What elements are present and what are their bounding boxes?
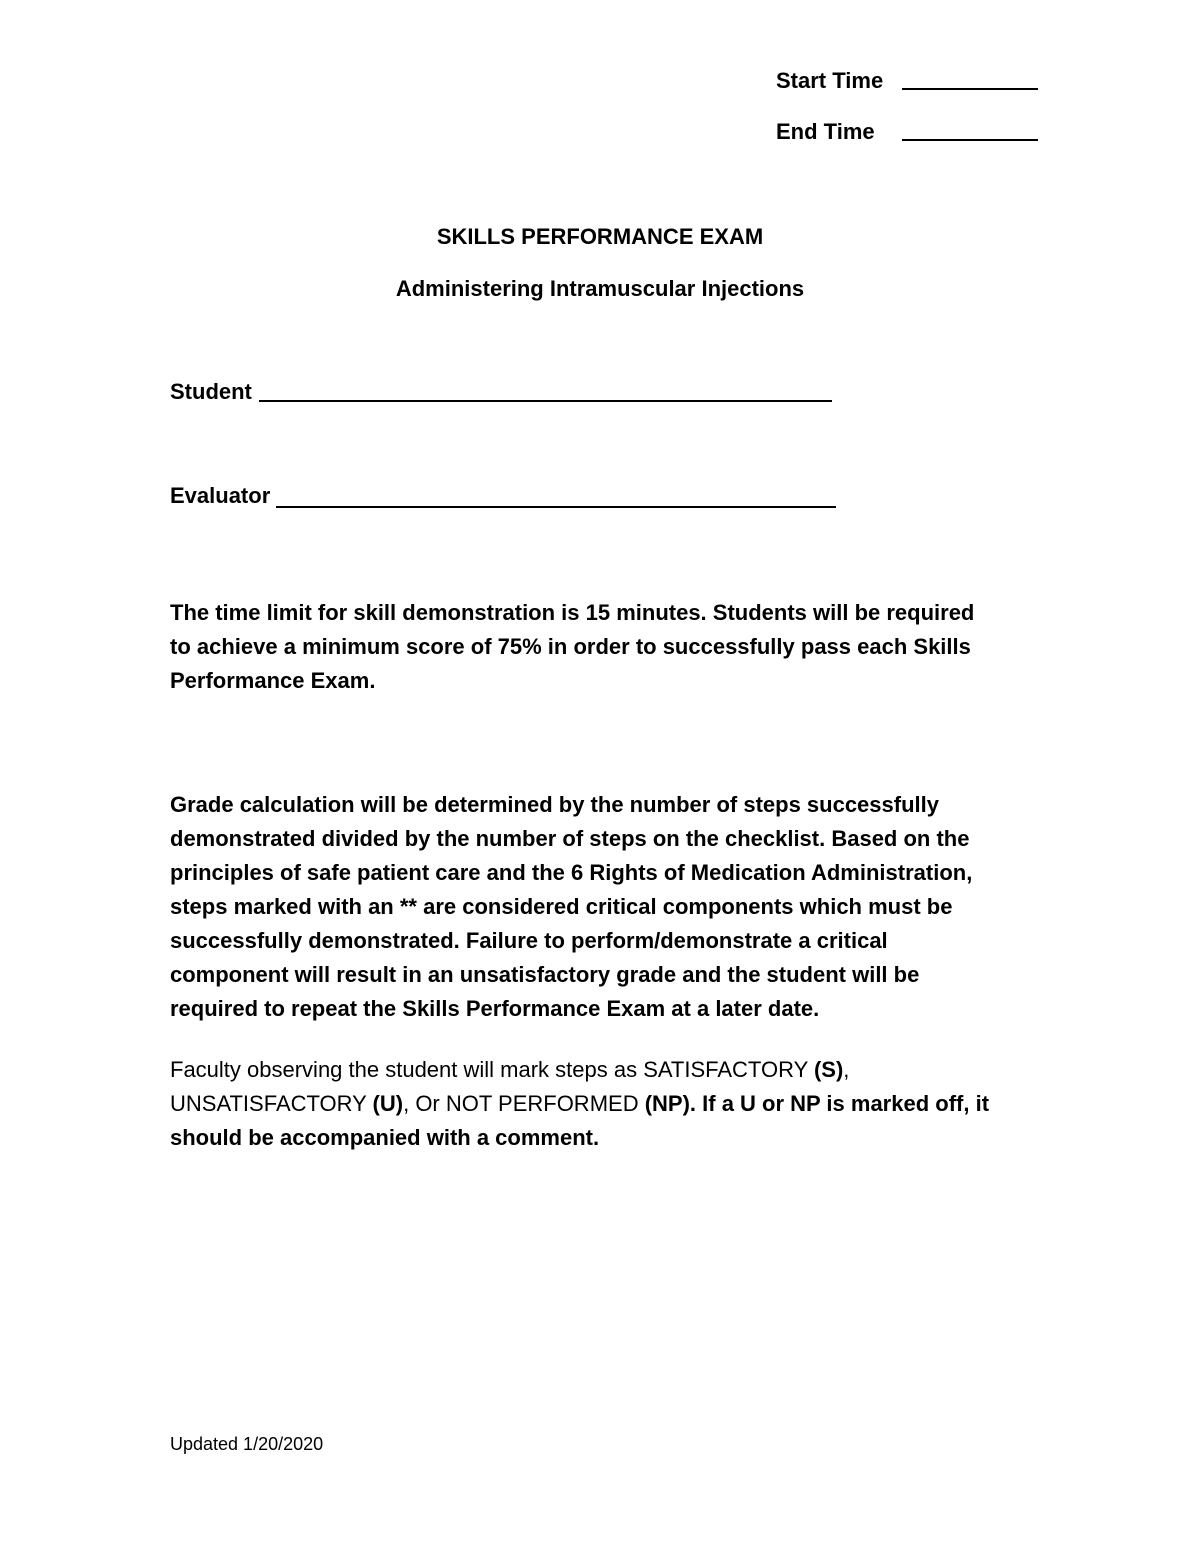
grade-calc-line: component will result in an unsatisfactory grade and the student will be xyxy=(170,962,920,987)
not-performed-note: (NP). If a U or NP is marked off, it xyxy=(644,1091,990,1116)
end-time-label: End Time xyxy=(776,119,875,144)
satisfactory-code: (S) xyxy=(813,1057,844,1082)
grade-calc-line: steps marked with an ** are considered critical components which must be xyxy=(170,894,953,919)
grade-calc-line: successfully demonstrated. Failure to perform/demonstrate a critical xyxy=(170,928,888,953)
time-limit-line: The time limit for skill demonstration is 15 minutes. Students will be required xyxy=(170,600,975,625)
start-time-field xyxy=(776,68,883,94)
time-limit-line: to achieve a minimum score of 75% in order to successfully pass each Skills xyxy=(170,634,971,659)
evaluator-label: Evaluator xyxy=(170,483,271,508)
faculty-text: , Or NOT PERFORMED xyxy=(403,1091,645,1116)
faculty-text: , xyxy=(843,1057,850,1082)
page-subtitle: Administering Intramuscular Injections xyxy=(395,276,805,301)
start-time-label: Start Time xyxy=(776,68,884,93)
page-title: SKILLS PERFORMANCE EXAM xyxy=(436,224,764,249)
faculty-paragraph xyxy=(170,1053,1070,1155)
start-time-blank[interactable] xyxy=(902,87,1038,90)
faculty-line-3: should be accompanied with a comment. xyxy=(170,1125,600,1150)
faculty-line-2 xyxy=(170,1087,1070,1121)
student-blank[interactable] xyxy=(259,400,832,402)
unsatisfactory-code: (U) xyxy=(372,1091,404,1116)
grade-calc-line: required to repeat the Skills Performance Exam at a later date. xyxy=(170,996,820,1021)
grade-calc-line: principles of safe patient care and the 6 Rights of Medication Administration, xyxy=(170,860,973,885)
grade-calculation-paragraph xyxy=(170,788,1070,1026)
evaluator-field xyxy=(170,483,840,513)
end-time-field xyxy=(776,119,875,145)
faculty-text: UNSATISFACTORY xyxy=(170,1091,373,1116)
student-label: Student xyxy=(170,379,252,404)
evaluator-blank[interactable] xyxy=(276,506,836,508)
student-field xyxy=(170,379,840,409)
updated-date: Updated 1/20/2020 xyxy=(170,1434,324,1454)
time-limit-line: Performance Exam. xyxy=(170,668,376,693)
grade-calc-line: Grade calculation will be determined by the number of steps successfully xyxy=(170,792,939,817)
grade-calc-line: demonstrated divided by the number of steps on the checklist. Based on the xyxy=(170,826,970,851)
faculty-line-1 xyxy=(170,1053,1070,1087)
faculty-text: Faculty observing the student will mark steps as SATISFACTORY xyxy=(170,1057,814,1082)
end-time-blank[interactable] xyxy=(902,138,1038,141)
time-limit-paragraph xyxy=(170,596,1070,698)
